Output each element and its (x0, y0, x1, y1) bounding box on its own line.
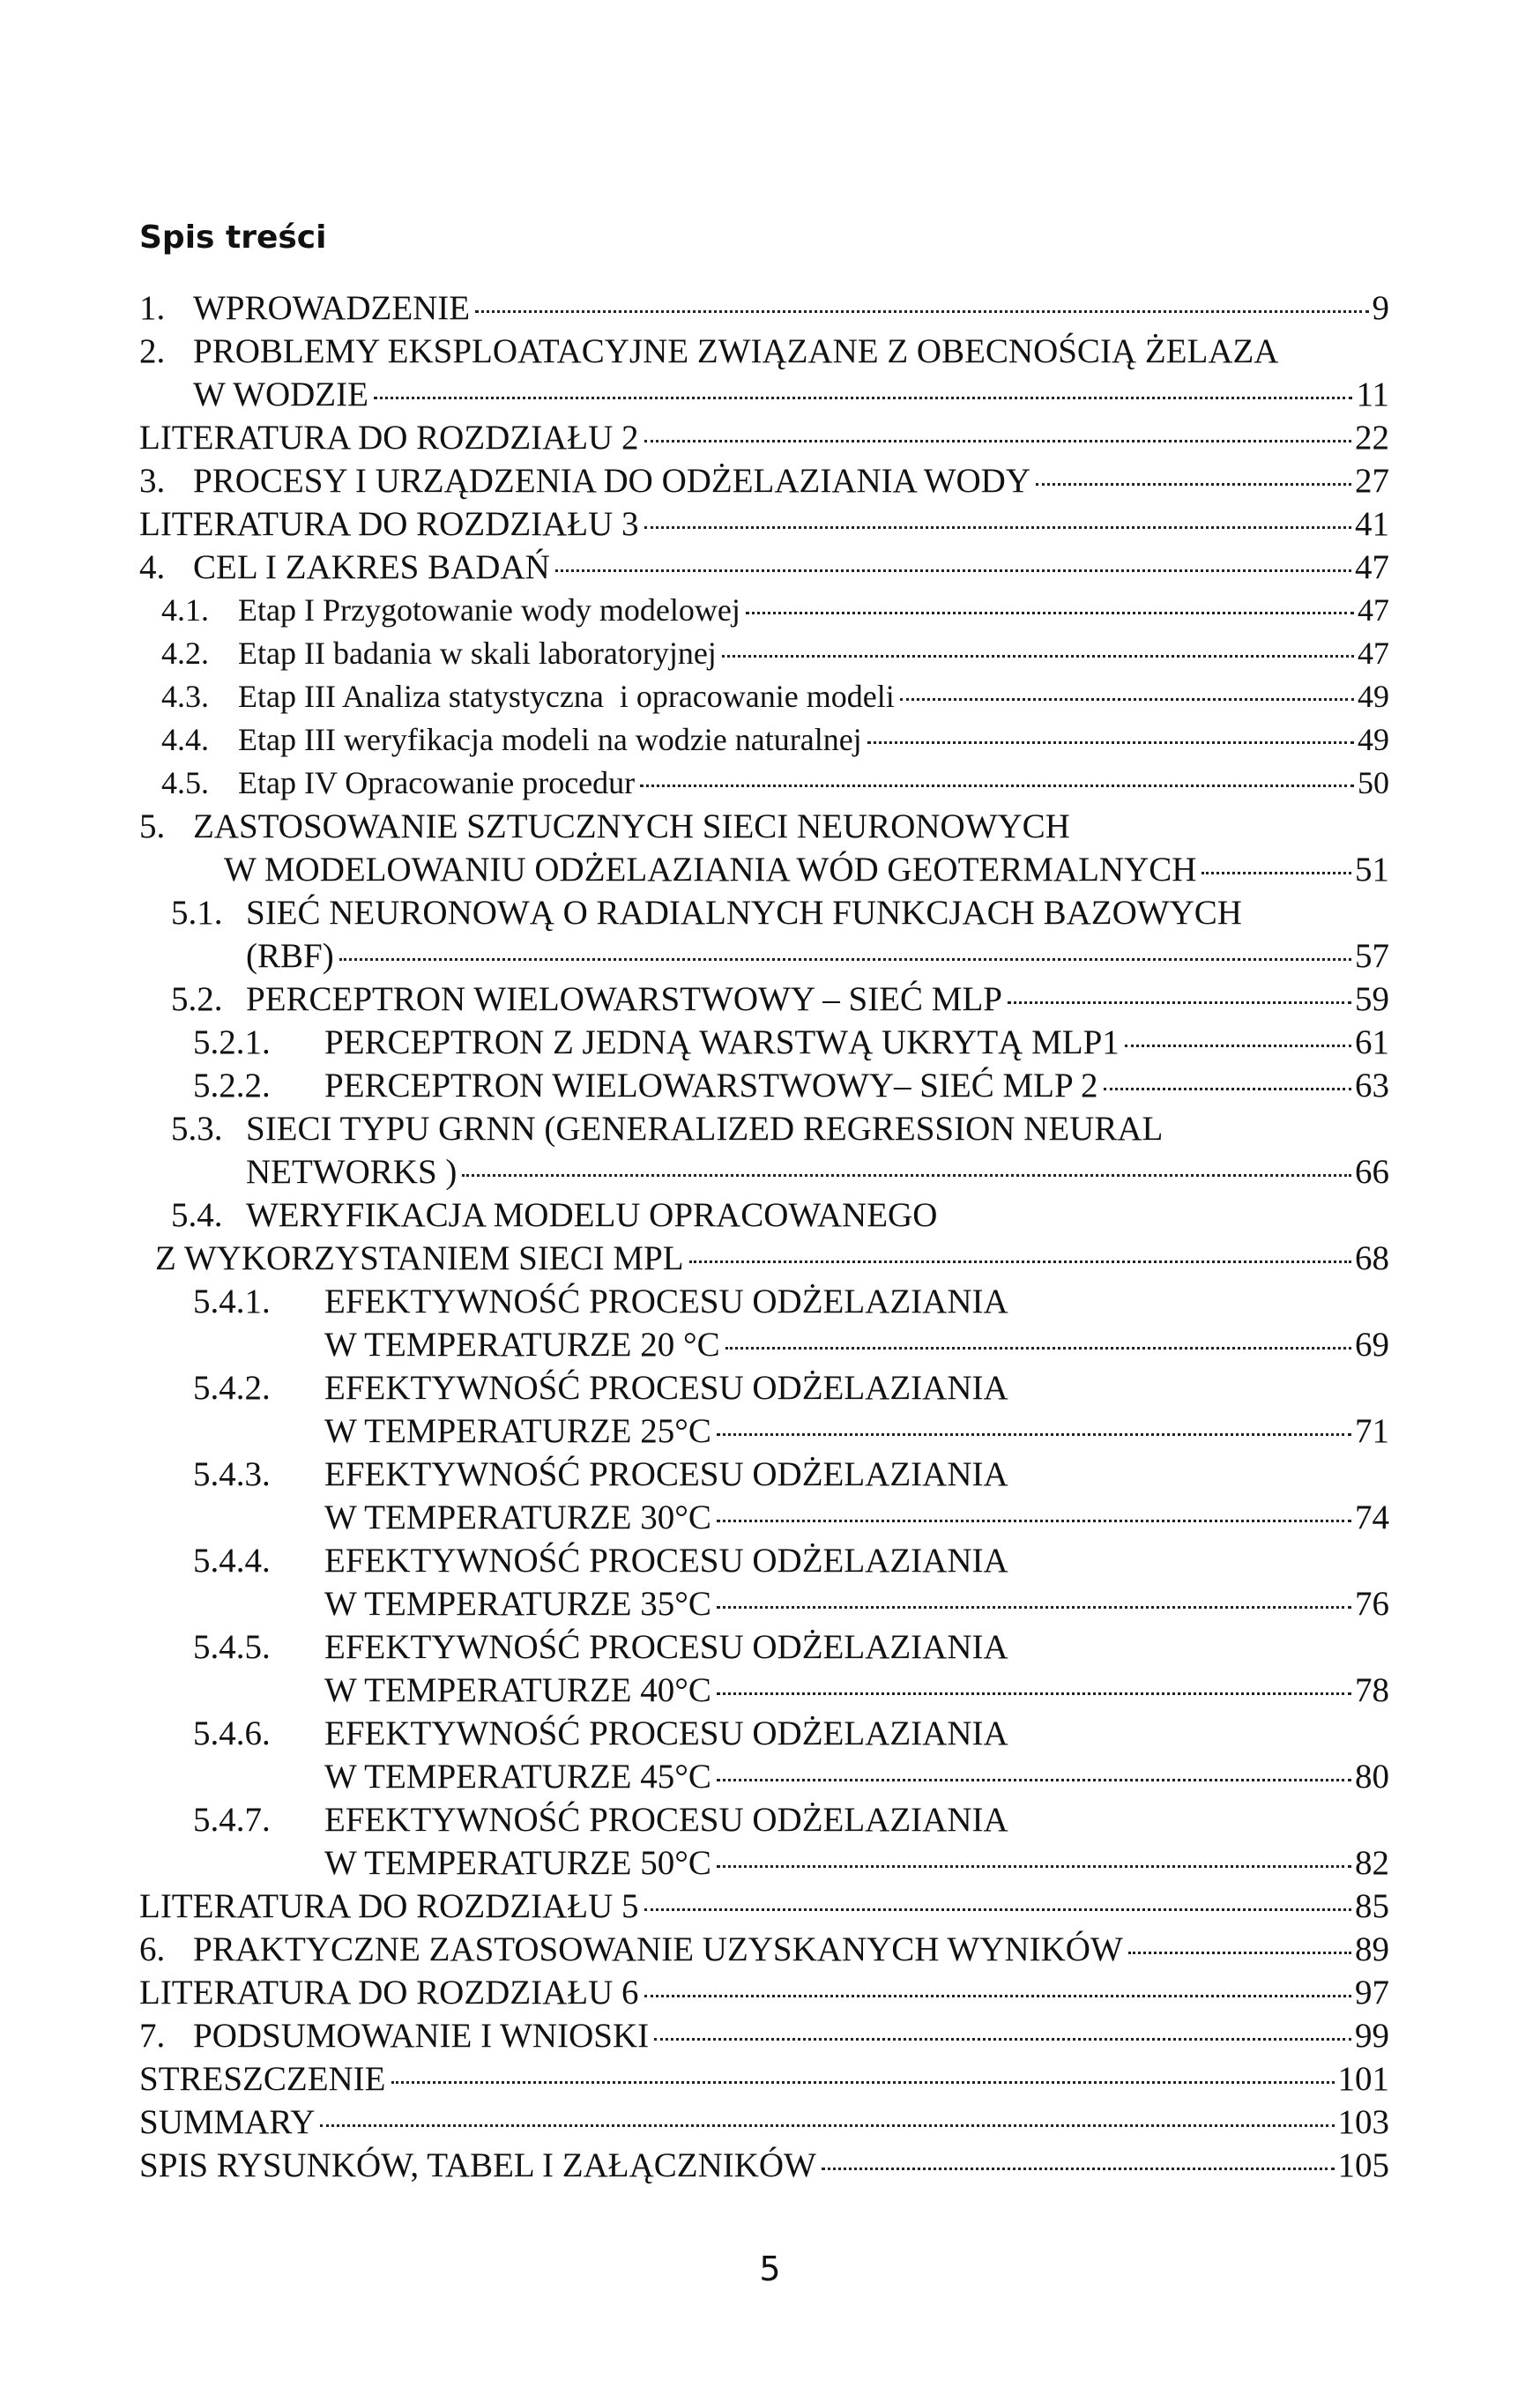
toc-page: 22 (1355, 419, 1389, 457)
toc-line[interactable] (139, 286, 1389, 330)
toc-page: 85 (1355, 1887, 1389, 1925)
toc-line[interactable] (139, 1798, 1389, 1841)
toc-page: 89 (1355, 1930, 1389, 1968)
toc-page: 47 (1355, 548, 1389, 586)
toc-title: W TEMPERATURZE 20 °C (324, 1326, 720, 1364)
toc-title: PERCEPTRON WIELOWARSTWOWY – SIEĆ MLP (246, 980, 1002, 1018)
toc-leader (654, 2038, 1351, 2041)
toc-title: EFEKTYWNOŚĆ PROCESU ODŻELAZIANIA (324, 1369, 1008, 1407)
toc-line[interactable] (139, 1582, 1389, 1625)
toc-page: 49 (1358, 722, 1389, 757)
toc-line[interactable] (139, 762, 1389, 805)
toc-line[interactable] (139, 1453, 1389, 1496)
toc-line[interactable] (139, 2014, 1389, 2057)
toc-leader (717, 1606, 1351, 1609)
toc-title: EFEKTYWNOŚĆ PROCESU ODŻELAZIANIA (324, 1455, 1008, 1493)
toc-page: 27 (1355, 462, 1389, 500)
toc-number: 4. (139, 548, 166, 586)
toc-title: PRAKTYCZNE ZASTOSOWANIE UZYSKANYCH WYNIKÓW (193, 1930, 1123, 1968)
toc-leader (1128, 1952, 1351, 1954)
toc-page: 61 (1355, 1023, 1389, 1061)
toc-line[interactable] (139, 934, 1389, 978)
toc-page: 59 (1355, 980, 1389, 1018)
toc-title: W TEMPERATURZE 50°C (324, 1844, 711, 1882)
toc-title: CEL I ZAKRES BADAŃ (193, 548, 550, 586)
toc-title: WPROWADZENIE (193, 289, 471, 327)
toc-title: W TEMPERATURZE 35°C (324, 1585, 711, 1623)
toc-line[interactable] (139, 502, 1389, 546)
toc-title: PROBLEMY EKSPLOATACYJNE ZWIĄZANE Z OBECNOŚCIĄ ŻELAZA (193, 332, 1279, 370)
toc-page: 69 (1355, 1326, 1389, 1364)
toc-line[interactable] (139, 459, 1389, 502)
toc-page: 71 (1355, 1412, 1389, 1450)
toc-line[interactable] (139, 1237, 1389, 1280)
toc-line[interactable] (139, 1366, 1389, 1409)
toc-leader (1201, 872, 1351, 874)
toc-leader (717, 1865, 1351, 1868)
toc-line[interactable] (139, 1625, 1389, 1669)
toc-leader (717, 1433, 1351, 1436)
toc-leader (717, 1692, 1351, 1695)
toc-number: 5.4.2. (193, 1369, 271, 1407)
toc-line[interactable] (139, 718, 1389, 762)
toc-title: Z WYKORZYSTANIEM SIECI MPL (155, 1239, 684, 1277)
toc-page: 76 (1355, 1585, 1389, 1623)
toc-title: PROCESY I URZĄDZENIA DO ODŻELAZIANIA WODY (193, 462, 1031, 500)
toc-number: 5. (139, 807, 166, 845)
toc-title: LITERATURA DO ROZDZIAŁU 2 (139, 419, 639, 457)
toc-line[interactable] (139, 805, 1389, 848)
toc-title: Etap IV Opracowanie procedur (238, 765, 636, 800)
toc-leader (644, 526, 1351, 529)
toc-title: EFEKTYWNOŚĆ PROCESU ODŻELAZIANIA (324, 1714, 1008, 1752)
toc-line[interactable] (139, 1755, 1389, 1798)
toc-line[interactable] (139, 891, 1389, 934)
toc-title: SPIS RYSUNKÓW, TABEL I ZAŁĄCZNIKÓW (139, 2146, 816, 2184)
toc-title: ZASTOSOWANIE SZTUCZNYCH SIECI NEURONOWYCH (193, 807, 1070, 845)
toc-leader (722, 655, 1354, 658)
toc-line[interactable] (139, 632, 1389, 675)
toc-number: 5.4.6. (193, 1714, 271, 1752)
toc-title: W TEMPERATURZE 30°C (324, 1498, 711, 1536)
toc-line[interactable] (139, 1021, 1389, 1064)
toc-leader (640, 785, 1354, 787)
page-number: 5 (759, 2250, 781, 2288)
toc-heading: Spis treści (139, 219, 327, 256)
toc-number: 5.2.2. (193, 1067, 271, 1104)
toc-title: EFEKTYWNOŚĆ PROCESU ODŻELAZIANIA (324, 1542, 1008, 1580)
toc-leader (822, 2168, 1335, 2170)
toc-page: 68 (1355, 1239, 1389, 1277)
toc-title: PERCEPTRON WIELOWARSTWOWY– SIEĆ MLP 2 (324, 1067, 1098, 1104)
toc-title: LITERATURA DO ROZDZIAŁU 6 (139, 1974, 639, 2012)
toc-page: 9 (1372, 289, 1389, 327)
toc-title: NETWORKS ) (246, 1153, 458, 1191)
toc-leader (1104, 1088, 1352, 1090)
toc-title: LITERATURA DO ROZDZIAŁU 5 (139, 1887, 639, 1925)
toc-number: 5.2.1. (193, 1023, 271, 1061)
toc-title: EFEKTYWNOŚĆ PROCESU ODŻELAZIANIA (324, 1801, 1008, 1839)
toc-leader (1008, 1001, 1351, 1004)
toc-title: Etap I Przygotowanie wody modelowej (238, 592, 740, 628)
toc-page: 78 (1355, 1671, 1389, 1709)
toc-title: W TEMPERATURZE 25°C (324, 1412, 711, 1450)
toc-line[interactable] (139, 1841, 1389, 1885)
toc-leader (1125, 1045, 1351, 1047)
toc-title: PODSUMOWANIE I WNIOSKI (193, 2017, 650, 2055)
toc-number: 4.5. (161, 765, 209, 800)
toc-leader (900, 698, 1354, 701)
toc-number: 5.4.3. (193, 1455, 271, 1493)
toc-leader (644, 1908, 1351, 1911)
toc-title: SIECI TYPU GRNN (GENERALIZED REGRESSION NEURAL (246, 1110, 1164, 1148)
toc-leader (746, 612, 1354, 614)
toc-leader (475, 310, 1368, 313)
toc-page: 47 (1358, 592, 1389, 628)
toc-number: 5.3. (171, 1110, 223, 1148)
toc-line[interactable] (139, 1280, 1389, 1323)
toc-page: 80 (1355, 1758, 1389, 1796)
toc-title: Etap III weryfikacja modeli na wodzie naturalnej (238, 722, 862, 757)
toc-leader (555, 569, 1351, 572)
toc-title: EFEKTYWNOŚĆ PROCESU ODŻELAZIANIA (324, 1283, 1008, 1320)
toc-line[interactable] (139, 2144, 1389, 2187)
toc-page: 99 (1355, 2017, 1389, 2055)
toc-line[interactable] (139, 2101, 1389, 2144)
toc-line[interactable] (139, 2057, 1389, 2101)
toc-line[interactable] (139, 1107, 1389, 1150)
toc-line[interactable] (139, 1669, 1389, 1712)
toc-leader (717, 1520, 1351, 1522)
toc-page: 74 (1355, 1498, 1389, 1536)
toc-number: 5.1. (171, 894, 223, 932)
toc-line[interactable] (139, 1539, 1389, 1582)
toc-page: 103 (1337, 2103, 1389, 2141)
toc-line[interactable] (139, 1928, 1389, 1971)
toc-number: 4.3. (161, 679, 209, 714)
toc-title: (RBF) (246, 937, 334, 975)
toc-line[interactable] (139, 1409, 1389, 1453)
toc-leader (717, 1779, 1351, 1781)
toc-line[interactable] (139, 1712, 1389, 1755)
toc-number: 4.2. (161, 636, 209, 671)
toc-number: 4.4. (161, 722, 209, 757)
toc-number: 5.2. (171, 980, 223, 1018)
toc-line[interactable] (139, 373, 1389, 416)
toc-leader (374, 397, 1353, 399)
toc-line[interactable] (139, 1971, 1389, 2014)
toc-leader (339, 958, 1351, 961)
toc-page: 66 (1355, 1153, 1389, 1191)
toc-number: 7. (139, 2017, 166, 2055)
toc-page: 101 (1337, 2060, 1389, 2098)
toc-number: 5.4.5. (193, 1628, 271, 1666)
toc-line[interactable] (139, 675, 1389, 718)
toc-page: 97 (1355, 1974, 1389, 2012)
toc-page: 57 (1355, 937, 1389, 975)
toc-page: 63 (1355, 1067, 1389, 1104)
toc-line[interactable] (139, 1885, 1389, 1928)
toc-leader (644, 440, 1351, 442)
toc-title: STRESZCZENIE (139, 2060, 386, 2098)
toc-line[interactable] (139, 1064, 1389, 1107)
toc-page: 50 (1358, 765, 1389, 800)
toc-title: SIEĆ NEURONOWĄ O RADIALNYCH FUNKCJACH BAZOWYCH (246, 894, 1242, 932)
toc-line[interactable] (139, 978, 1389, 1021)
toc-title: EFEKTYWNOŚĆ PROCESU ODŻELAZIANIA (324, 1628, 1008, 1666)
toc-line[interactable] (139, 416, 1389, 459)
toc-title: W MODELOWANIU ODŻELAZIANIA WÓD GEOTERMALNYCH (224, 851, 1197, 889)
toc-line[interactable] (139, 1323, 1389, 1366)
toc-title: SUMMARY (139, 2103, 316, 2141)
toc-title: PERCEPTRON Z JEDNĄ WARSTWĄ UKRYTĄ MLP1 (324, 1023, 1120, 1061)
toc-title: Etap II badania w skali laboratoryjnej (238, 636, 717, 671)
toc-line[interactable] (139, 1194, 1389, 1237)
toc-leader (867, 741, 1354, 744)
toc-leader (462, 1174, 1351, 1177)
toc-line[interactable] (139, 848, 1389, 891)
toc-title: W TEMPERATURZE 40°C (324, 1671, 711, 1709)
toc-line[interactable] (139, 589, 1389, 632)
toc-page: 11 (1356, 376, 1389, 413)
toc-number: 5.4.7. (193, 1801, 271, 1839)
toc-title: LITERATURA DO ROZDZIAŁU 3 (139, 505, 639, 543)
toc-number: 1. (139, 289, 166, 327)
toc-page: 47 (1358, 636, 1389, 671)
toc-page: 105 (1337, 2146, 1389, 2184)
toc-leader (320, 2124, 1334, 2127)
toc-title: WERYFIKACJA MODELU OPRACOWANEGO (246, 1196, 938, 1234)
toc-line[interactable] (139, 1496, 1389, 1539)
toc-number: 5.4. (171, 1196, 223, 1234)
toc-number: 2. (139, 332, 166, 370)
toc-title: W WODZIE (193, 376, 368, 413)
toc-number: 4.1. (161, 592, 209, 628)
toc-page: 41 (1355, 505, 1389, 543)
toc-number: 3. (139, 462, 166, 500)
toc-leader (689, 1260, 1351, 1263)
toc-page: 51 (1355, 851, 1389, 889)
toc-leader (644, 1995, 1351, 1997)
toc-line[interactable] (139, 1150, 1389, 1194)
toc-line[interactable] (139, 330, 1389, 373)
toc-page: 82 (1355, 1844, 1389, 1882)
toc-leader (725, 1347, 1351, 1350)
toc-number: 6. (139, 1930, 166, 1968)
toc-leader (391, 2081, 1335, 2084)
toc-leader (1036, 483, 1351, 486)
toc-title: Etap III Analiza statystyczna i opracowanie modeli (238, 679, 895, 714)
toc-line[interactable] (139, 546, 1389, 589)
toc-title: W TEMPERATURZE 45°C (324, 1758, 711, 1796)
toc-number: 5.4.1. (193, 1283, 271, 1320)
toc-number: 5.4.4. (193, 1542, 271, 1580)
toc-page: 49 (1358, 679, 1389, 714)
